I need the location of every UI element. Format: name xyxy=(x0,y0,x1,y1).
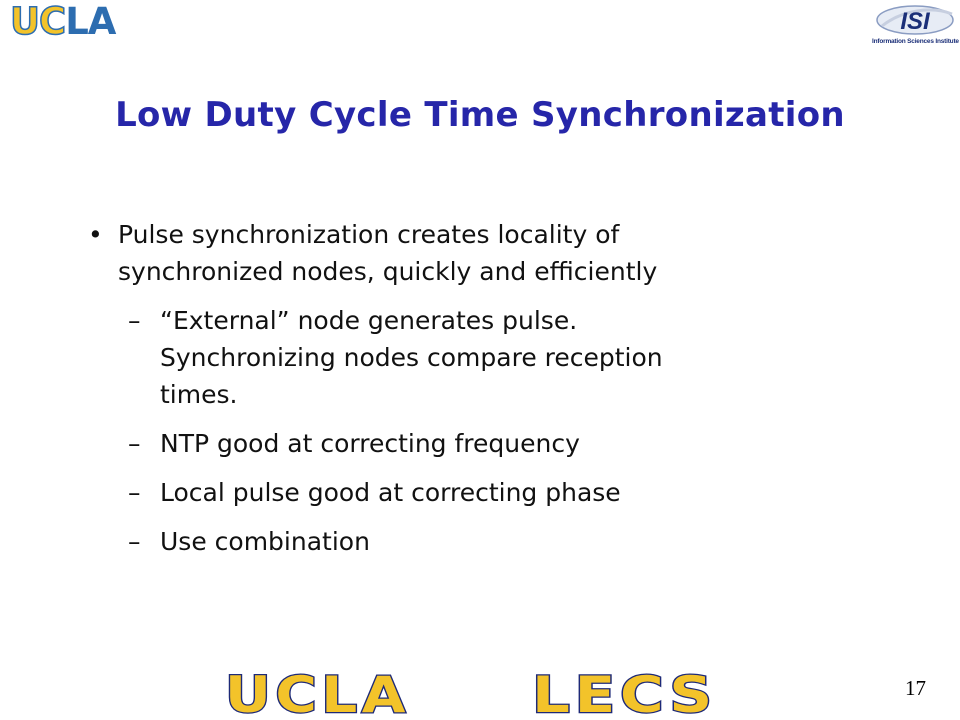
ucla-logo-uc: UC xyxy=(10,0,66,43)
bullet-item xyxy=(88,216,888,290)
slide-title: Low Duty Cycle Time Synchronization xyxy=(115,95,845,135)
sub-bullet-line: Synchronizing nodes compare reception xyxy=(160,343,663,372)
page-number: 17 xyxy=(905,676,926,700)
sub-bullet-marker: – xyxy=(128,478,141,507)
sub-bullet-line: times. xyxy=(160,380,238,409)
ucla-logo-la: LA xyxy=(65,0,116,43)
sub-bullet-line: NTP good at correcting frequency xyxy=(160,429,580,458)
sub-bullet-marker: – xyxy=(128,527,141,556)
sub-bullet-line: Local pulse good at correcting phase xyxy=(160,478,621,507)
footer-logo-ucla: UCLA xyxy=(225,670,410,718)
footer-logo-lecs: LECS xyxy=(532,670,717,718)
sub-bullet-line: Use combination xyxy=(160,527,370,556)
ucla-logo xyxy=(10,2,115,42)
slide-body xyxy=(88,216,888,560)
ucla-lecs-footer-logo xyxy=(220,670,730,718)
isi-logo-caption: Information Sciences Institute xyxy=(872,38,959,45)
isi-logo-mark: ISI xyxy=(900,8,930,35)
sub-bullet-item xyxy=(88,302,888,413)
sub-bullet-marker: – xyxy=(128,429,141,458)
sub-bullet-marker: – xyxy=(128,306,141,335)
sub-bullet-item xyxy=(88,474,888,511)
sub-bullet-item xyxy=(88,523,888,560)
sub-bullet-item xyxy=(88,425,888,462)
bullet-marker: • xyxy=(88,220,103,249)
bullet-line: Pulse synchronization creates locality of xyxy=(118,220,620,249)
bullet-line: synchronized nodes, quickly and efficiently xyxy=(118,257,658,286)
sub-bullet-line: “External” node generates pulse. xyxy=(160,306,578,335)
